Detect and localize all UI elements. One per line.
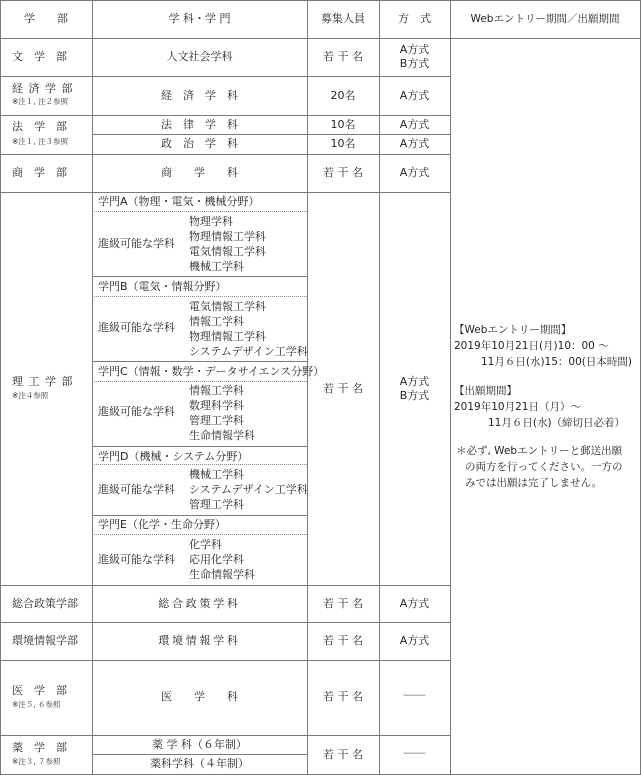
method-igaku: ―― [403, 688, 426, 701]
gakumon-a-dept: 物理情報工学科 [189, 230, 266, 243]
gakumon-c-label: 進級可能な学科 [98, 405, 175, 418]
method-hou-houritsu: A方式 [399, 118, 430, 131]
dept-kankyou: 環境情報学科 [158, 634, 241, 647]
web-entry-end: 11月６日(水)15：00(日本時間) [481, 356, 632, 368]
gakumon-a-dept: 電気情報工学科 [189, 245, 266, 258]
faculty-rikou: 理工学部 [12, 375, 78, 388]
gakumon-d-dept: 管理工学科 [189, 498, 244, 511]
web-entry-title: 【Webエントリー期間】 [454, 324, 572, 336]
dept-hou-seiji: 政 治 学 科 [161, 137, 238, 150]
faculty-sougou: 総合政策学部 [12, 597, 78, 610]
method-bun-b: B方式 [399, 57, 430, 70]
gakumon-c-title: 学門C（情報・数学・データサイエンス分野） [98, 365, 325, 378]
gakumon-b-dept: 情報工学科 [189, 315, 244, 328]
gakumon-c-dept: 管理工学科 [189, 414, 244, 427]
gakumon-b-dept: 電気情報工学科 [189, 300, 266, 313]
gakumon-d-dept: システムデザイン工学科 [189, 483, 308, 496]
dept-keizai: 経 済 学 科 [161, 89, 238, 102]
capacity-hou-houritsu: 10名 [330, 118, 356, 131]
capacity-rikou: 若 干 名 [323, 382, 363, 395]
note-keizai: ※注１, 注２参照 [12, 97, 69, 106]
gakumon-a-label: 進級可能な学科 [98, 237, 175, 250]
period-note: の両方を行ってください。一方の [465, 461, 623, 473]
capacity-hou-seiji: 10名 [330, 137, 356, 150]
gakumon-a-dept: 機械工学科 [189, 260, 244, 273]
method-yaku: ―― [403, 746, 426, 759]
period-note: みでは出願は完了しません。 [465, 477, 603, 489]
gakumon-b-title: 学門B（電気・情報分野） [98, 280, 227, 293]
method-kankyou: A方式 [399, 634, 430, 647]
gakumon-d-title: 学門D（機械・システム分野） [98, 450, 249, 463]
gakumon-d-dept: 機械工学科 [189, 468, 244, 481]
method-keizai: A方式 [399, 89, 430, 102]
faculty-shou: 商 学 部 [12, 166, 67, 179]
dept-igaku: 医 学 科 [161, 690, 238, 703]
method-shou: A方式 [399, 166, 430, 179]
method-hou-seiji: A方式 [399, 137, 430, 150]
header-method: 方 式 [398, 12, 431, 25]
method-bun-a: A方式 [399, 43, 430, 56]
gakumon-e-title: 学門E（化学・生命分野） [98, 518, 226, 531]
capacity-yaku: 若 干 名 [323, 748, 363, 761]
faculty-igaku: 医 学 部 [12, 684, 67, 697]
note-hou: ※注１, 注３参照 [12, 137, 69, 146]
capacity-bun: 若 干 名 [323, 50, 363, 63]
note-rikou: ※注４参照 [12, 391, 49, 400]
faculty-bun: 文 学 部 [12, 50, 67, 63]
header-department: 学 科・学 門 [168, 12, 231, 25]
web-entry-start: 2019年10月21日(月)10：00 ～ [454, 340, 609, 352]
capacity-kankyou: 若 干 名 [323, 634, 363, 647]
gakumon-e-dept: 化学科 [189, 538, 222, 551]
header-period: Webエントリー期間／出願期間 [470, 13, 620, 25]
gakumon-c-dept: 情報工学科 [189, 384, 244, 397]
gakumon-c-dept: 生命情報学科 [189, 429, 255, 442]
application-end: 11月６日(水)（締切日必着） [488, 417, 626, 429]
capacity-keizai: 20名 [330, 89, 356, 102]
dept-yaku-4: 薬科学科（４年制） [150, 757, 249, 770]
gakumon-a-title: 学門A（物理・電気・機械分野） [98, 195, 260, 208]
period-note: ＊必ず, Webエントリーと郵送出願 [456, 445, 623, 457]
dept-hou-houritsu: 法 律 学 科 [161, 118, 238, 131]
gakumon-c-dept: 数理科学科 [189, 399, 244, 412]
gakumon-a-dept: 物理学科 [189, 215, 233, 228]
gakumon-b-dept: 物理情報工学科 [189, 330, 266, 343]
application-title: 【出願期間】 [454, 385, 517, 397]
dept-shou: 商 学 科 [161, 166, 238, 179]
faculty-keizai: 経済学部 [12, 82, 78, 95]
note-igaku: ※注５, ６参照 [12, 700, 61, 709]
gakumon-b-dept: システムデザイン工学科 [189, 345, 308, 358]
header-capacity: 募集人員 [321, 12, 365, 25]
application-start: 2019年10月21日（月）～ [454, 401, 581, 413]
faculty-hou: 法 学 部 [12, 120, 67, 133]
dept-yaku-6: 薬 学 科（６年制） [152, 738, 247, 751]
capacity-sougou: 若 干 名 [323, 597, 363, 610]
dept-bun: 人文社会学科 [166, 50, 233, 63]
note-yaku: ※注３, ７参照 [12, 757, 61, 766]
gakumon-b-label: 進級可能な学科 [98, 321, 175, 334]
dept-sougou: 総合政策学科 [158, 597, 241, 610]
method-rikou-b: B方式 [399, 389, 430, 402]
method-sougou: A方式 [399, 597, 430, 610]
faculty-kankyou: 環境情報学部 [12, 634, 78, 647]
capacity-shou: 若 干 名 [323, 166, 363, 179]
gakumon-e-dept: 生命情報学科 [189, 568, 255, 581]
gakumon-e-label: 進級可能な学科 [98, 553, 175, 566]
faculty-yaku: 薬 学 部 [12, 741, 67, 754]
gakumon-e-dept: 応用化学科 [189, 553, 244, 566]
method-rikou-a: A方式 [399, 375, 430, 388]
gakumon-d-label: 進級可能な学科 [98, 483, 175, 496]
header-faculty: 学 部 [24, 12, 68, 25]
capacity-igaku: 若 干 名 [323, 690, 363, 703]
